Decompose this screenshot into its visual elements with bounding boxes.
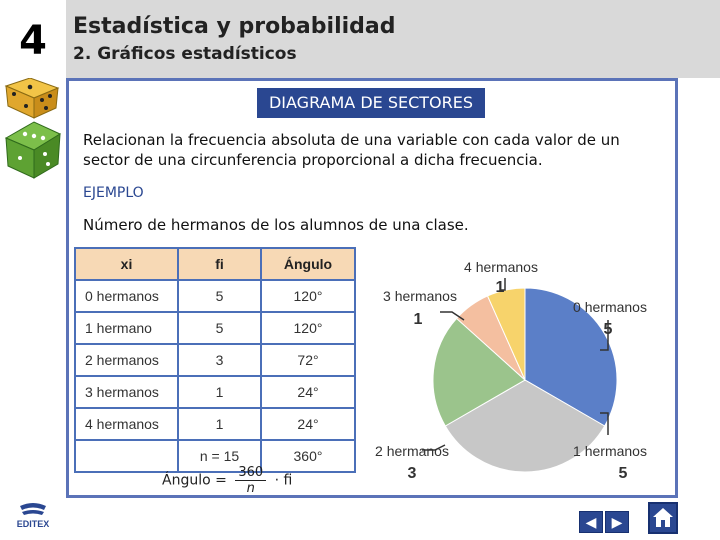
chapter-number: 4 <box>19 18 47 64</box>
cell-frequency: 1 <box>178 408 261 440</box>
page-title: Estadística y probabilidad <box>73 14 396 39</box>
pie-category-label: 3 hermanos <box>383 288 457 304</box>
logo-text: EDITEX <box>16 519 50 529</box>
pie-value-label: 5 <box>603 321 613 338</box>
formula-denominator: n <box>246 481 255 496</box>
col-header-fi: fi <box>178 248 261 280</box>
cell-angle: 120° <box>261 312 355 344</box>
page-subtitle: 2. Gráficos estadísticos <box>73 44 297 64</box>
example-label: EJEMPLO <box>83 185 144 201</box>
header-bar <box>0 0 720 78</box>
green-die-icon <box>6 122 60 178</box>
table-row <box>75 376 355 408</box>
home-icon <box>650 504 676 532</box>
cell-value: 1 hermano <box>75 312 178 344</box>
col-header-angle: Ángulo <box>261 248 355 280</box>
cell-value: 0 hermanos <box>75 280 178 312</box>
cell-angle: 24° <box>261 408 355 440</box>
formula-factor: · fi <box>274 472 293 489</box>
cell-frequency: 5 <box>178 280 261 312</box>
cell-value: 4 hermanos <box>75 408 178 440</box>
next-button[interactable] <box>605 511 629 533</box>
frequency-table <box>74 247 356 473</box>
table-row <box>75 408 355 440</box>
pie-value-label: 3 <box>407 465 417 482</box>
table-row <box>75 344 355 376</box>
cell-angle: 24° <box>261 376 355 408</box>
chevron-left-icon: ◀ <box>585 513 597 530</box>
cell-angle: 72° <box>261 344 355 376</box>
cell-value: 3 hermanos <box>75 376 178 408</box>
col-header-xi: xi <box>75 248 178 280</box>
editex-logo <box>10 500 56 536</box>
yellow-die-icon <box>6 78 58 118</box>
pie-value-label: 1 <box>495 279 505 296</box>
intro-text: Relacionan la frecuencia absoluta de una variable con cada valor de un sector de una circunferencia proporcional a dicha frecuencia. <box>83 131 620 169</box>
pie-category-label: 2 hermanos <box>375 443 449 459</box>
home-button[interactable] <box>648 502 678 534</box>
cell-total-n: n = 15 <box>178 440 261 472</box>
dice-icon <box>0 78 66 188</box>
cell-frequency: 3 <box>178 344 261 376</box>
section-heading: DIAGRAMA DE SECTORES <box>257 88 485 118</box>
pie-value-label: 1 <box>413 311 423 328</box>
formula-fraction <box>235 465 266 496</box>
formula-lhs: Ángulo = <box>162 472 227 489</box>
cell-frequency: 1 <box>178 376 261 408</box>
cell-value: 2 hermanos <box>75 344 178 376</box>
pie-chart <box>360 250 670 485</box>
pie-category-label: 4 hermanos <box>464 259 538 275</box>
formula-numerator: 360 <box>235 465 266 481</box>
pie-category-label: 1 hermanos <box>573 443 647 459</box>
chevron-right-icon: ▶ <box>611 513 623 530</box>
chapter-badge <box>0 0 66 78</box>
pie-value-label: 5 <box>618 465 628 482</box>
cell-total-angle: 360° <box>261 440 355 472</box>
previous-button[interactable] <box>579 511 603 533</box>
logo-swoosh-icon <box>20 503 46 515</box>
table-row <box>75 312 355 344</box>
pie-category-label: 0 hermanos <box>573 299 647 315</box>
example-text: Número de hermanos de los alumnos de una clase. <box>83 216 469 234</box>
table-header-row <box>75 248 355 280</box>
cell-frequency: 5 <box>178 312 261 344</box>
angle-formula <box>162 465 292 496</box>
table-row <box>75 280 355 312</box>
cell-angle: 120° <box>261 280 355 312</box>
